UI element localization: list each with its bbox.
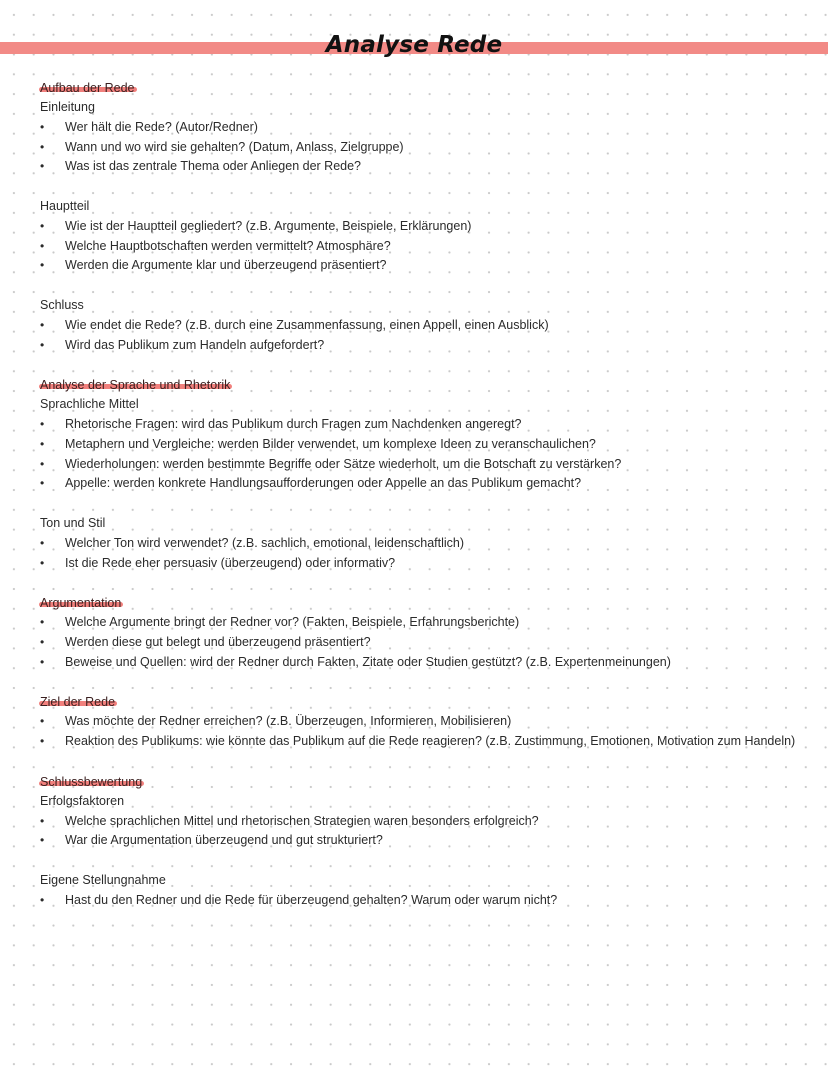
- bullet-list: [40, 712, 800, 752]
- list-item: • Wie ist der Hauptteil gegliedert? (z.B. Argumente, Beispiele, Erklärungen): [40, 217, 800, 237]
- list-item: • Welche sprachlichen Mittel und rhetorischen Strategien waren besonders erfolgreich?: [40, 812, 800, 832]
- group-title: Eigene Stellungnahme: [40, 872, 166, 887]
- section-heading: Argumentation: [40, 593, 121, 613]
- list-item: • Rhetorische Fragen: wird das Publikum durch Fragen zum Nachdenken angeregt?: [40, 415, 800, 435]
- list-item: • War die Argumentation überzeugend und gut strukturiert?: [40, 831, 800, 851]
- section-sprache-rhetorik: [40, 375, 800, 593]
- group-title: Erfolgsfaktoren: [40, 793, 125, 808]
- bullet-list: [40, 891, 800, 911]
- list-item: • Was möchte der Redner erreichen? (z.B. Überzeugen, Informieren, Mobilisieren): [40, 712, 800, 732]
- section-heading: Aufbau der Rede: [40, 78, 135, 98]
- group-title: Hauptteil: [40, 198, 90, 213]
- bullet-list: [40, 534, 800, 574]
- list-item: • Wird das Publikum zum Handeln aufgefordert?: [40, 336, 800, 356]
- group-title: Einleitung: [40, 100, 95, 114]
- list-item: • Was ist das zentrale Thema oder Anliegen der Rede?: [40, 157, 800, 177]
- page-title: Analyse Rede: [325, 32, 503, 58]
- section-schlussbewertung: [40, 772, 800, 911]
- bullet-list: [40, 613, 800, 672]
- section-heading: Schlussbewertung: [40, 772, 142, 792]
- list-item: • Werden diese gut belegt und überzeugend präsentiert?: [40, 633, 800, 653]
- list-item: • Werden die Argumente klar und überzeugend präsentiert?: [40, 256, 800, 276]
- section-argumentation: [40, 593, 800, 692]
- notes-content: [40, 78, 800, 910]
- bullet-list: [40, 812, 800, 852]
- list-item: • Welche Hauptbotschaften werden vermittelt? Atmosphäre?: [40, 237, 800, 257]
- list-item: • Ist die Rede eher persuasiv (überzeugend) oder informativ?: [40, 554, 800, 574]
- list-item: • Beweise und Quellen: wird der Redner durch Fakten, Zitate oder Studien gestützt? (z.B. Expertenmeinungen): [40, 653, 800, 673]
- section-heading: Analyse der Sprache und Rhetorik: [40, 375, 230, 395]
- list-item: • Wie endet die Rede? (z.B. durch eine Zusammenfassung, einen Appell, einen Ausblick): [40, 316, 800, 336]
- bullet-list: [40, 217, 800, 276]
- section-heading: Ziel der Rede: [40, 692, 115, 712]
- list-item: • Appelle: werden konkrete Handlungsaufforderungen oder Appelle an das Publikum gemacht?: [40, 474, 800, 494]
- list-item: • Hast du den Redner und die Rede für überzeugend gehalten? Warum oder warum nicht?: [40, 891, 800, 911]
- section-ziel: [40, 692, 800, 771]
- group-title: Ton und Stil: [40, 515, 106, 530]
- bullet-list: [40, 415, 800, 494]
- list-item: • Welcher Ton wird verwendet? (z.B. sachlich, emotional, leidenschaftlich): [40, 534, 800, 554]
- bullet-list: [40, 316, 800, 356]
- group-title: Sprachliche Mittel: [40, 397, 139, 412]
- list-item: • Wann und wo wird sie gehalten? (Datum, Anlass, Zielgruppe): [40, 138, 800, 158]
- list-item: • Metaphern und Vergleiche: werden Bilder verwendet, um komplexe Ideen zu veranschaulichen?: [40, 435, 800, 455]
- section-aufbau: [40, 78, 800, 375]
- list-item: • Wiederholungen: werden bestimmte Begriffe oder Sätze wiederholt, um die Botschaft zu verstärken?: [40, 455, 800, 475]
- group-title: Schluss: [40, 297, 84, 312]
- list-item: • Wer hält die Rede? (Autor/Redner): [40, 118, 800, 138]
- bullet-list: [40, 118, 800, 177]
- list-item: • Welche Argumente bringt der Redner vor? (Fakten, Beispiele, Erfahrungsberichte): [40, 613, 800, 633]
- list-item: • Reaktion des Publikums: wie könnte das Publikum auf die Rede reagieren? (z.B. Zustimmung, Emotionen, Motivation zum Handeln): [40, 732, 800, 752]
